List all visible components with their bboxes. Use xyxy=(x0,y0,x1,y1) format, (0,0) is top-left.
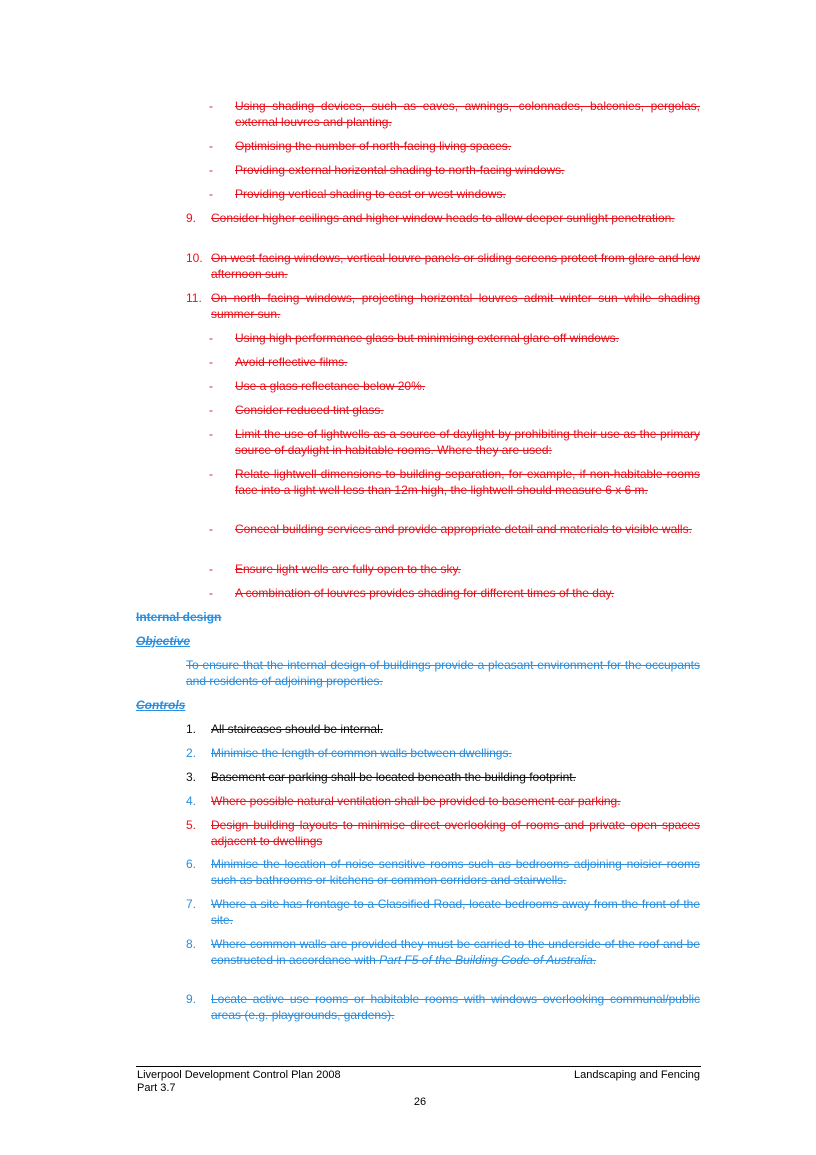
item-number: 3. xyxy=(186,770,197,784)
list-item xyxy=(209,138,700,154)
numbered-item-text: Consider higher ceilings and higher window heads to allow deeper sunlight penetration. xyxy=(211,211,675,225)
bullet-dash: - xyxy=(209,99,213,113)
list-item xyxy=(209,186,700,202)
numbered-item-text xyxy=(211,936,700,968)
footer-part: Part 3.7 xyxy=(137,1082,176,1094)
numbered-item-text: On north facing windows, projecting horizontal louvres admit winter sun while shading summer sun. xyxy=(211,291,700,321)
bullet-dash: - xyxy=(209,586,213,600)
code-reference: Part F5 of the Building Code of Australia xyxy=(379,953,593,967)
list-item-text: Optimising the number of north-facing living spaces. xyxy=(235,139,512,153)
footer-left xyxy=(137,1069,341,1095)
footer-section-title: Landscaping and Fencing xyxy=(574,1069,700,1081)
numbered-item-text: Minimise the length of common walls between dwellings. xyxy=(211,746,512,760)
bullet-dash: - xyxy=(209,187,213,201)
numbered-item-text: Design building layouts to minimise direct overlooking of rooms and private open spaces adjacent to dwellings xyxy=(211,818,700,848)
item-number: 1. xyxy=(186,722,197,736)
numbered-item xyxy=(186,856,700,888)
footer-document-title: Liverpool Development Control Plan 2008 xyxy=(137,1069,341,1081)
bullet-dash: - xyxy=(209,467,213,481)
list-item xyxy=(209,98,700,130)
item-number: 10. xyxy=(186,251,203,265)
item-number: 2. xyxy=(186,746,197,760)
list-item xyxy=(209,162,700,178)
item-number: 7. xyxy=(186,897,197,911)
page-number: 26 xyxy=(413,1096,427,1108)
footer-divider xyxy=(136,1066,701,1067)
list-item-text: Providing external horizontal shading to north-facing windows. xyxy=(235,163,565,177)
bullet-dash: - xyxy=(209,522,213,536)
list-item xyxy=(209,426,700,458)
list-item xyxy=(209,330,700,346)
list-item-text: Consider reduced tint glass. xyxy=(235,403,384,417)
list-item-text: Using high performance glass but minimising external glare off windows. xyxy=(235,331,619,345)
objective-text: To ensure that the internal design of buildings provide a pleasant environment for the occupants and residents of adjoining properties. xyxy=(186,658,700,688)
list-item xyxy=(209,354,700,370)
item-number: 9. xyxy=(186,992,197,1006)
section-heading: Internal design xyxy=(136,610,222,624)
item-number: 5. xyxy=(186,818,197,832)
numbered-item-text: Where possible natural ventilation shall be provided to basement car parking. xyxy=(211,794,621,808)
bullet-dash: - xyxy=(209,139,213,153)
numbered-item xyxy=(186,991,700,1023)
numbered-item-text: On west facing windows, vertical louvre panels or sliding screens protect from glare and low afternoon sun. xyxy=(211,251,700,281)
list-item-text: Conceal building services and provide appropriate detail and materials to visible walls. xyxy=(235,522,692,536)
bullet-dash: - xyxy=(209,163,213,177)
list-item-text: A combination of louvres provides shading for different times of the day. xyxy=(235,586,615,600)
bullet-dash: - xyxy=(209,403,213,417)
numbered-item-text: Basement car parking shall be located beneath the building footprint. xyxy=(211,770,576,784)
list-item xyxy=(209,378,700,394)
list-item xyxy=(209,402,700,418)
item-number: 6. xyxy=(186,857,197,871)
bullet-dash: - xyxy=(209,379,213,393)
list-item xyxy=(209,466,700,498)
numbered-item xyxy=(186,210,700,226)
numbered-item-text: Minimise the location of noise sensitive rooms such as bedrooms adjoining noisier rooms such as bathrooms or kitchens or common corridors and stairwells. xyxy=(211,857,700,887)
numbered-item xyxy=(186,721,700,737)
numbered-item-text: Where a site has frontage to a Classified Road, locate bedrooms away from the front of the site. xyxy=(211,897,700,927)
bullet-dash: - xyxy=(209,355,213,369)
list-item-text: Providing vertical shading to east or west windows. xyxy=(235,187,506,201)
item-number: 4. xyxy=(186,794,197,808)
numbered-item xyxy=(186,745,700,761)
objective-heading: Objective xyxy=(136,634,191,648)
controls-heading: Controls xyxy=(136,698,186,712)
list-item-text: Use a glass reflectance below 20%. xyxy=(235,379,426,393)
list-item-text: Relate lightwell dimensions to building separation, for example, if non-habitable rooms face into a light well less than 12m high, the lightwell should measure 6 x 6 m. xyxy=(235,467,700,497)
list-item-text: Limit the use of lightwells as a source of daylight by prohibiting their use as the primary source of daylight in habitable rooms. Where they are used: xyxy=(235,427,700,457)
bullet-dash: - xyxy=(209,427,213,441)
numbered-item xyxy=(186,817,700,849)
text-segment: . xyxy=(592,953,597,967)
list-item-text: Avoid reflective films. xyxy=(235,355,348,369)
numbered-item-text: All staircases should be internal. xyxy=(211,722,384,736)
list-item xyxy=(209,521,700,537)
numbered-item-text: Locate active use rooms or habitable rooms with windows overlooking communal/public areas (e.g. playgrounds, gardens). xyxy=(211,992,700,1022)
list-item-text: Using shading devices, such as eaves, awnings, colonnades, balconies, pergolas, external louvres and planting. xyxy=(235,99,700,129)
item-number: 11. xyxy=(186,291,202,305)
numbered-item xyxy=(186,290,700,322)
numbered-item xyxy=(186,936,700,968)
list-item xyxy=(209,585,700,601)
bullet-dash: - xyxy=(209,562,213,576)
item-number: 8. xyxy=(186,937,197,951)
numbered-item xyxy=(186,769,700,785)
item-number: 9. xyxy=(186,211,197,225)
numbered-item xyxy=(186,250,700,282)
numbered-item xyxy=(186,896,700,928)
numbered-item xyxy=(186,793,700,809)
list-item-text: Ensure light wells are fully open to the sky. xyxy=(235,562,461,576)
text-segment: Where common walls are provided they must be carried to the underside of the roof and be constructed in accordance with xyxy=(211,937,700,967)
bullet-dash: - xyxy=(209,331,213,345)
list-item xyxy=(209,561,700,577)
